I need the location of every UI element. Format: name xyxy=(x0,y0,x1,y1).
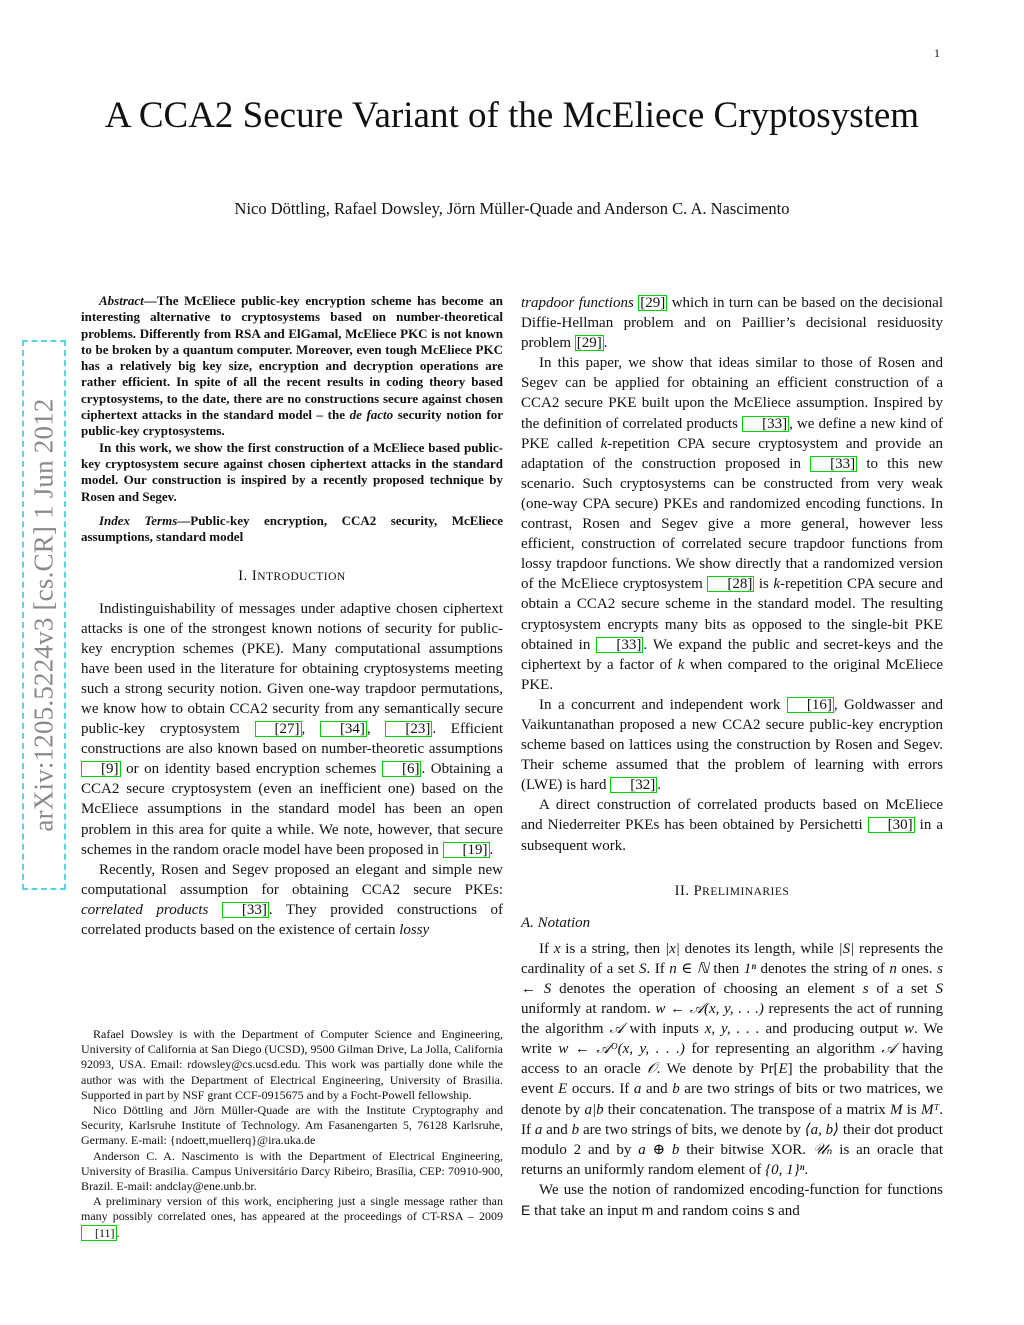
notation-paragraph: If x is a string, then |x| denotes its length, while |S| represents the cardinality of a set S. If n ∈ ℕ then 1ⁿ denotes the string of n ones. s ← S denotes the operation of choosing an element s of a set S uniformly at random. w ← 𝒜(x, y, . . .) represents the act of running the algorithm 𝒜 with inputs x, y, . . . and producing output w. We write w ← 𝒜ᴼ(x, y, . . .) for representing an algorithm 𝒜 having access to an oracle 𝒪. We denote by Pr[E] the probability that the event E occurs. If a and b are two strings of bits or two matrices, we denote by a|b their concatenation. The transpose of a matrix M is Mᵀ. If a and b are two strings of bits, we denote by ⟨a, b⟩ their dot product modulo 2 and by a ⊕ b their bitwise XOR. 𝒰ₙ is an oracle that returns an uniformly random element of {0, 1}ⁿ. xyxy=(521,940,944,1178)
page-number: 1 xyxy=(934,46,940,60)
citation-link[interactable]: [9] xyxy=(81,761,121,777)
section-title-rest: NTRODUCTION xyxy=(257,571,346,584)
citation-link[interactable]: [16] xyxy=(787,697,834,713)
citation-link[interactable]: [28] xyxy=(707,576,754,592)
footnote-dowsley: Rafael Dowsley is with the Department of Computer Science and Engineering, University of California at San Diego (UCSD), 9500 Gilman Drive, La Jolla, California 92093, USA. Email: rdowsley@cs.ucsd.edu. This work was partially done while the author was with the Department of Electrical Engineering, University of Brasilia. Supported in part by NSF grant CCF-0915675 and by a Focht-Powell fellowship. xyxy=(81,1027,503,1102)
left-column xyxy=(81,293,503,940)
section-title-initial: P xyxy=(693,882,703,899)
intro-paragraph-1: Indistinguishability of messages under adaptive chosen ciphertext attacks is one of the strongest known notions of security for public-key encryption schemes (PKE). Many computational assumptions have been used in the literature for obtaining cryptosystems meeting such a strong security notion. Given one-way trapdoor permutations, we know how to obtain CCA2 security from any semantically secure public-key cryptosystem [27] , [34] , [23] . Efficient constructions are also known based on number-theoretic assumptions [9] or on identity based encryption schemes [6] . Obtaining a CCA2 secure cryptosystem (even an inefficient one) based on the McEliece assumptions in the standard model has been an open problem in this area for quite a while. We note, however, that secure schemes in the random oracle model have been proposed in [19] . xyxy=(81,600,504,858)
contribution-paragraph: In this paper, we show that ideas similar to those of Rosen and Segev can be applied for obtaining an efficient construction of a CCA2 secure PKE built upon the McEliece assumption. Inspired by the definition of correlated products [33] , we define a new kind of PKE called k-repetition CPA secure cryptosystem and provide an adaptation of the construction proposed in [33] to this new scenario. Such cryptosystems can be constructed from very weak (one-way CPA secure) PKEs and randomized encoding functions. In contrast, Rosen and Segev give a more general, however less efficient, construction of correlated secure trapdoor functions from lossy trapdoor functions. We show directly that a randomized version of the McEliece cryptosystem [28] is k-repetition CPA secure and obtain a CCA2 secure scheme in the standard model. The resulting cryptosystem encrypts many bits as opposed to the single-bit PKE obtained in [33] . We expand the public and secret-keys and the ciphertext by a factor of k when compared to the original McEliece PKE. xyxy=(521,355,943,693)
citation-link[interactable]: [27] xyxy=(255,721,302,737)
citation-link[interactable]: [19] xyxy=(443,842,490,858)
citation-link[interactable]: [29] xyxy=(576,335,602,352)
abstract-p1-italic: de facto xyxy=(349,407,394,423)
citation-link[interactable]: [29] xyxy=(640,295,666,311)
citation-link[interactable]: [32] xyxy=(610,777,657,793)
footnotes xyxy=(81,1027,503,1241)
section-numeral: I. xyxy=(238,568,252,585)
footnote-preliminary: A preliminary version of this work, enciphering just a single message rather than many possibly correlated ones, has appeared at the proceedings of CT-RSA – 2009 [11] . xyxy=(81,1194,503,1240)
abstract-label: Abstract xyxy=(99,293,144,308)
citation-link[interactable]: [6] xyxy=(382,761,422,777)
citation-link[interactable]: [33] xyxy=(596,637,643,653)
section-title-initial: I xyxy=(251,568,258,585)
abstract-dash: — xyxy=(143,293,157,308)
continued-paragraph: trapdoor functions [29] which in turn can be based on the decisional Diffie-Hellman problem and on Paillier’s decisional residuosity problem [29] . xyxy=(521,295,944,352)
citation-link[interactable]: [33] xyxy=(742,416,789,432)
intro-paragraph-2: Recently, Rosen and Segev proposed an elegant and simple new computational assumption for obtaining CCA2 secure PKEs: correlated products [33] . They provided constructions of correlated products based on the existence of certain lossy xyxy=(81,861,504,939)
arxiv-id: arXiv:1205.5224v3 [cs.CR] 1 Jun 2012 xyxy=(28,398,59,832)
index-terms-dash: — xyxy=(177,512,191,528)
citation-link[interactable]: [33] xyxy=(222,902,269,918)
abstract-p1-b: security notion for public-key cryptosystems. xyxy=(81,407,503,439)
index-terms-label: Index Terms xyxy=(99,512,178,528)
footnote-dottling: Nico Döttling and Jörn Müller-Quade are with the Institute Cryptography and Security, Karlsruhe Institute of Technology. Am Fasanengarten 5, 76128 Karlsruhe, Germany. E-mail: {ndoett,muellerq}@ira.uka.de xyxy=(81,1103,503,1148)
arxiv-stamp[interactable] xyxy=(22,340,66,890)
section-numeral: II. xyxy=(674,882,694,899)
citation-link[interactable]: [30] xyxy=(868,817,915,833)
section-heading-preliminaries xyxy=(521,881,943,902)
paper-title: A CCA2 Secure Variant of the McEliece Cryptosystem xyxy=(104,95,920,136)
abstract xyxy=(81,293,503,545)
right-column xyxy=(521,293,943,1221)
section-title-rest: RELIMINARIES xyxy=(702,885,790,898)
citation-link[interactable]: [11] xyxy=(81,1225,117,1241)
subsection-heading-notation: A. Notation xyxy=(521,914,591,931)
abstract-p2: In this work, we show the first construction of a McEliece based public-key cryptosystem secure against chosen ciphertext attacks in the standard model. Our construction is inspired by a recently proposed technique by Rosen and Segev. xyxy=(81,439,503,504)
abstract-p1-a: The McEliece public-key encryption scheme has become an interesting alternative to cryptosystems based on number-theoretical problems. Differently from RSA and ElGamal, McEliece PKC is not known to be broken by a quantum computer. Moreover, even tough McEliece PKC has a relatively big key size, encryption and decryption operations are rather efficient. In spite of all the recent results in coding theory based cryptosystems, to the date, there are no constructions secure against chosen ciphertext attacks in the standard model – the xyxy=(81,293,503,423)
paper-authors: Nico Döttling, Rafael Dowsley, Jörn Müller-Quade and Anderson C. A. Nascimento xyxy=(234,199,790,218)
index-terms: Public-key encryption, CCA2 security, McEliece assumptions, standard model xyxy=(81,512,503,545)
encoding-function-paragraph: We use the notion of randomized encoding-function for functions E that take an input m and random coins s and xyxy=(521,1181,943,1220)
citation-link[interactable]: [33] xyxy=(810,456,857,472)
citation-link[interactable]: [23] xyxy=(385,721,432,737)
section-heading-introduction xyxy=(81,566,503,587)
footnote-nascimento: Anderson C. A. Nascimento is with the Department of Electrical Engineering, University of Brasilia. Campus Universitário Darcy Ribeiro, Brasília, CEP: 70910-900, Brazil. E-mail: andclay@ene.unb.br. xyxy=(81,1148,503,1194)
citation-link[interactable]: [34] xyxy=(320,721,367,737)
subsequent-work-paragraph: A direct construction of correlated products based on McEliece and Niederreiter PKEs has been obtained by Persichetti [30] in a subsequent work. xyxy=(521,797,944,854)
concurrent-work-paragraph: In a concurrent and independent work [16] , Goldwasser and Vaikuntanathan proposed a new CCA2 secure public-key encryption scheme based on lattices using the construction by Rosen and Segev. Their scheme assumed that the problem of learning with errors (LWE) is hard [32] . xyxy=(521,696,943,794)
